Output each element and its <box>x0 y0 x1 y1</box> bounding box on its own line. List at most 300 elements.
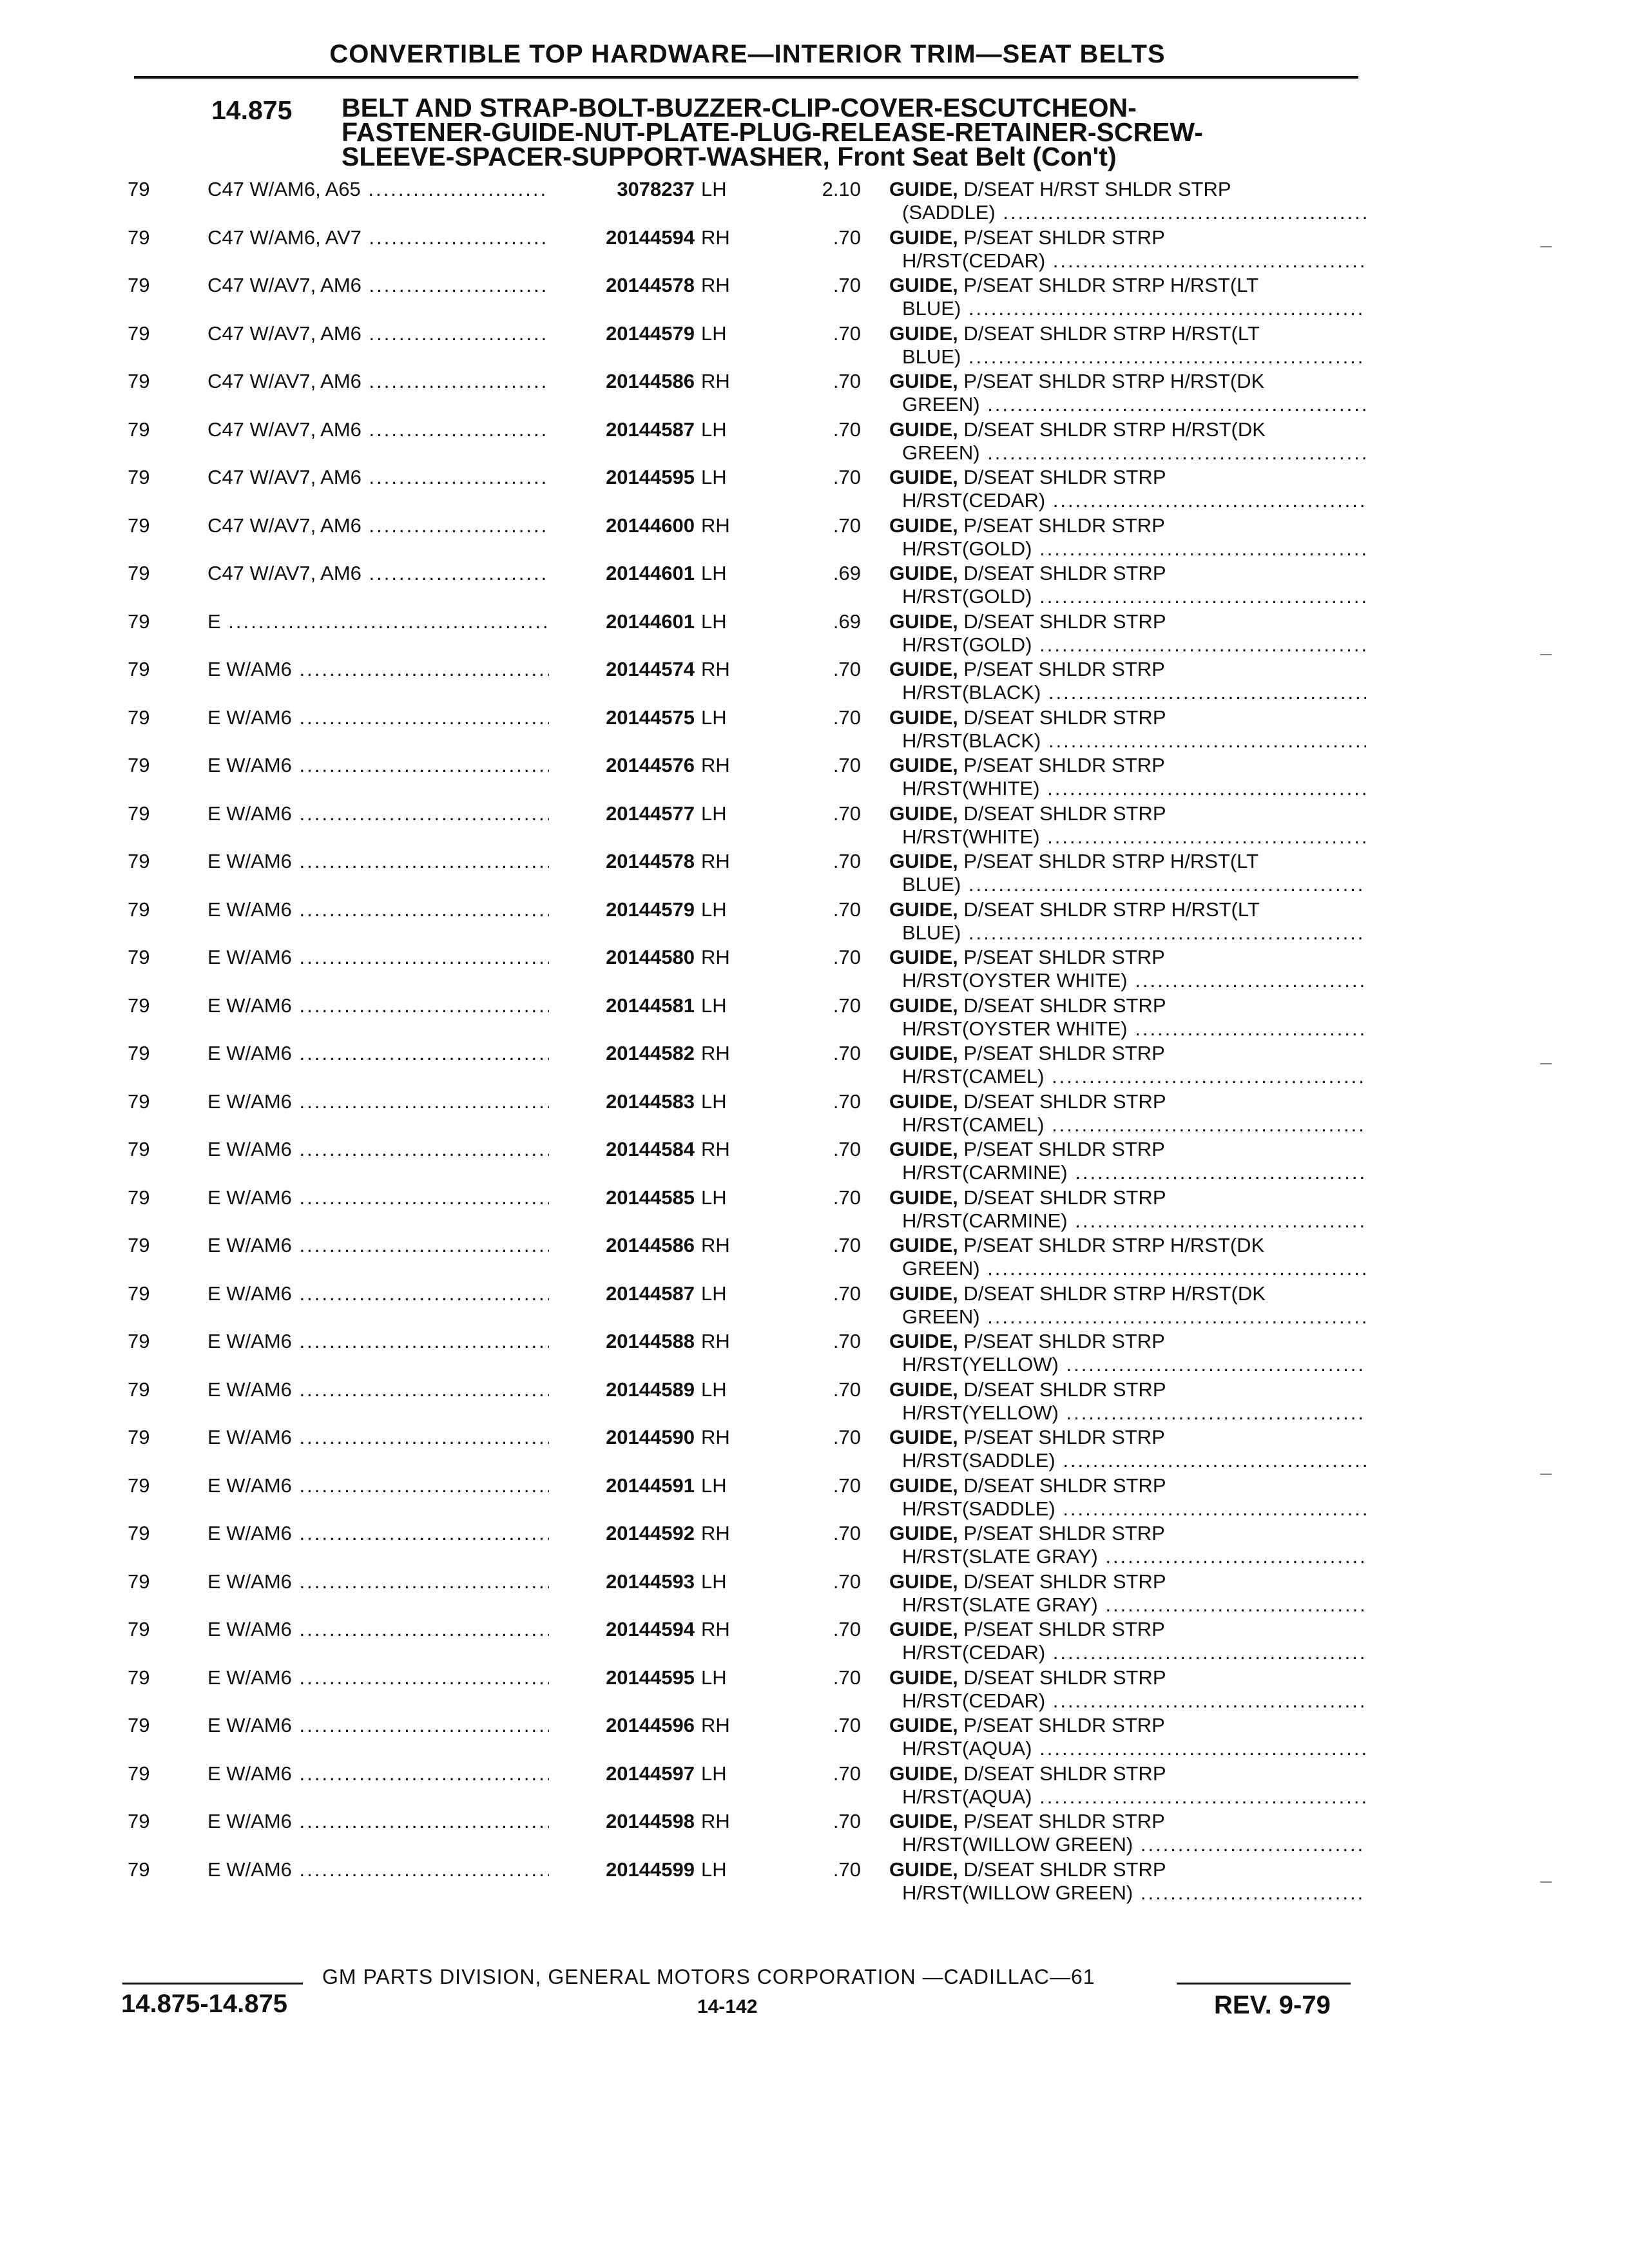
row-side: RH <box>701 754 730 776</box>
row-description-cont <box>889 441 1366 465</box>
table-row <box>0 754 1629 802</box>
row-description-text: P/SEAT SHLDR STRP <box>958 1618 1165 1640</box>
row-description-text2: H/RST(CEDAR) <box>902 1641 1046 1664</box>
margin-mark <box>1540 1474 1552 1475</box>
row-side: RH <box>701 370 730 392</box>
row-price: .70 <box>833 1426 861 1448</box>
row-description-cont <box>889 1545 1366 1568</box>
row-year: 79 <box>128 1282 150 1305</box>
row-description-line <box>889 610 1366 633</box>
row-description <box>889 1810 1366 1856</box>
row-year: 79 <box>128 1666 150 1689</box>
row-model <box>207 514 557 537</box>
row-description-text: D/SEAT SHLDR STRP <box>958 1762 1166 1785</box>
row-model-text: E W/AM6 <box>207 850 292 872</box>
row-price: .70 <box>833 802 861 825</box>
row-description-text: D/SEAT SHLDR STRP <box>958 610 1166 633</box>
row-description <box>889 1474 1366 1521</box>
footer-rule-left <box>122 1983 303 1984</box>
row-model-text: C47 W/AM6, AV7 <box>207 226 361 249</box>
row-part-number: 20144590 <box>549 1426 695 1449</box>
row-year: 79 <box>128 1426 150 1448</box>
row-part-number: 20144601 <box>549 562 695 585</box>
row-description-line <box>889 1762 1366 1785</box>
row-part-number: 20144601 <box>549 610 695 633</box>
row-model <box>207 610 557 633</box>
row-description-text: D/SEAT SHLDR STRP <box>958 1090 1166 1113</box>
row-part-number: 20144577 <box>549 802 695 825</box>
row-model <box>207 994 557 1017</box>
row-model-text: C47 W/AV7, AM6 <box>207 370 361 392</box>
row-description-cont <box>889 1833 1366 1856</box>
row-side: RH <box>701 274 730 296</box>
row-price: .70 <box>833 1330 861 1352</box>
row-price: .70 <box>833 1186 861 1209</box>
row-price: .70 <box>833 466 861 488</box>
row-part-number: 20144594 <box>549 226 695 249</box>
row-model <box>207 1282 557 1305</box>
header-rule <box>134 76 1358 79</box>
row-model <box>207 1378 557 1401</box>
row-side: RH <box>701 946 730 968</box>
row-description-keyword: GUIDE, <box>889 1186 958 1209</box>
row-part-number: 20144581 <box>549 994 695 1017</box>
row-description-cont <box>889 1785 1366 1809</box>
row-price: .70 <box>833 754 861 776</box>
row-price: .70 <box>833 1522 861 1544</box>
row-side: RH <box>701 850 730 872</box>
row-side: LH <box>701 466 727 488</box>
row-description <box>889 1762 1366 1809</box>
row-price: .69 <box>833 610 861 633</box>
row-price: .70 <box>833 1618 861 1640</box>
row-description-text: D/SEAT SHLDR STRP H/RST(LT <box>958 322 1260 345</box>
row-year: 79 <box>128 802 150 825</box>
row-description-text: P/SEAT SHLDR STRP H/RST(DK <box>958 1234 1265 1256</box>
row-description-cont <box>889 1881 1366 1905</box>
row-part-number: 20144582 <box>549 1042 695 1065</box>
row-description-text2: H/RST(CAMEL) <box>902 1113 1045 1136</box>
row-year: 79 <box>128 226 150 249</box>
row-side: RH <box>701 1810 730 1832</box>
row-model-text: C47 W/AV7, AM6 <box>207 466 361 488</box>
row-model <box>207 1042 557 1065</box>
row-description-line <box>889 1042 1366 1065</box>
row-model <box>207 946 557 969</box>
row-description-line <box>889 850 1366 873</box>
row-description-text: D/SEAT SHLDR STRP <box>958 1570 1166 1593</box>
row-description-text2: BLUE) <box>902 297 961 320</box>
row-description-text2: H/RST(AQUA) <box>902 1737 1032 1760</box>
row-description-text: D/SEAT SHLDR STRP H/RST(DK <box>958 1282 1266 1305</box>
row-description-keyword: GUIDE, <box>889 1090 958 1113</box>
row-part-number: 20144580 <box>549 946 695 969</box>
row-model <box>207 1234 557 1257</box>
table-row <box>0 514 1629 562</box>
row-description-text: P/SEAT SHLDR STRP <box>958 1042 1165 1064</box>
row-side: LH <box>701 418 727 441</box>
row-description-line <box>889 946 1366 969</box>
row-description-keyword: GUIDE, <box>889 1234 958 1256</box>
row-description-text: P/SEAT SHLDR STRP <box>958 1522 1165 1544</box>
row-year: 79 <box>128 1042 150 1064</box>
row-description-keyword: GUIDE, <box>889 562 958 584</box>
row-description <box>889 1090 1366 1137</box>
row-description-text2: H/RST(WHITE) <box>902 777 1040 800</box>
row-model-text: E W/AM6 <box>207 1426 292 1448</box>
row-year: 79 <box>128 1090 150 1113</box>
row-description-cont <box>889 345 1366 369</box>
row-model <box>207 1810 557 1833</box>
row-description-text: D/SEAT SHLDR STRP <box>958 1378 1166 1401</box>
table-row <box>0 1474 1629 1523</box>
footer-page-number: 14-142 <box>697 1996 758 2017</box>
row-description-line <box>889 1714 1366 1737</box>
row-model-text: C47 W/AV7, AM6 <box>207 418 361 441</box>
row-description-text: D/SEAT SHLDR STRP <box>958 994 1166 1017</box>
row-side: LH <box>701 1282 727 1305</box>
row-part-number: 20144589 <box>549 1378 695 1401</box>
row-description-line <box>889 658 1366 681</box>
table-row <box>0 226 1629 274</box>
row-description-text2: H/RST(CARMINE) <box>902 1161 1068 1184</box>
row-description-line <box>889 274 1366 297</box>
row-description-text: P/SEAT SHLDR STRP <box>958 1330 1165 1352</box>
section-number: 14.875 <box>211 95 293 125</box>
row-year: 79 <box>128 994 150 1017</box>
row-side: LH <box>701 706 727 729</box>
row-model-text: E W/AM6 <box>207 1330 292 1352</box>
row-description <box>889 1042 1366 1088</box>
row-description <box>889 1282 1366 1329</box>
row-model-text: C47 W/AV7, AM6 <box>207 322 361 345</box>
table-row <box>0 658 1629 706</box>
row-description-keyword: GUIDE, <box>889 1138 958 1160</box>
row-description <box>889 1330 1366 1376</box>
row-part-number: 20144587 <box>549 1282 695 1305</box>
row-description-text2: H/RST(CAMEL) <box>902 1065 1045 1088</box>
row-price: .70 <box>833 370 861 392</box>
row-part-number: 20144578 <box>549 850 695 873</box>
row-part-number: 20144587 <box>549 418 695 441</box>
row-description-line <box>889 322 1366 345</box>
row-part-number: 20144575 <box>549 706 695 729</box>
row-model <box>207 178 557 201</box>
row-model-text: E W/AM6 <box>207 1282 292 1305</box>
row-description-keyword: GUIDE, <box>889 1042 958 1064</box>
row-model-text: E W/AM6 <box>207 1186 292 1209</box>
row-description-cont <box>889 1497 1366 1521</box>
row-description-cont <box>889 1689 1366 1713</box>
table-row <box>0 1138 1629 1186</box>
row-description <box>889 178 1366 224</box>
row-description-keyword: GUIDE, <box>889 514 958 537</box>
row-price: .70 <box>833 514 861 537</box>
row-description-cont <box>889 1737 1366 1760</box>
row-description-line <box>889 562 1366 585</box>
row-price: .70 <box>833 1714 861 1736</box>
row-description-cont <box>889 1449 1366 1472</box>
table-row <box>0 418 1629 466</box>
row-description <box>889 466 1366 512</box>
row-description <box>889 1234 1366 1280</box>
table-row <box>0 178 1629 226</box>
row-description-line <box>889 1426 1366 1449</box>
row-model <box>207 1666 557 1689</box>
row-model <box>207 1762 557 1785</box>
row-model-text: E W/AM6 <box>207 1090 292 1113</box>
row-model-text: E W/AM6 <box>207 1810 292 1832</box>
row-description-line <box>889 754 1366 777</box>
row-description-text2: GREEN) <box>902 441 980 464</box>
row-description-text: P/SEAT SHLDR STRP <box>958 1426 1165 1448</box>
row-description-keyword: GUIDE, <box>889 1618 958 1640</box>
row-model <box>207 370 557 393</box>
row-description-keyword: GUIDE, <box>889 178 958 200</box>
row-side: LH <box>701 1090 727 1113</box>
row-price: .69 <box>833 562 861 584</box>
row-side: LH <box>701 1570 727 1593</box>
row-side: LH <box>701 178 727 200</box>
row-description-text2: H/RST(YELLOW) <box>902 1353 1059 1376</box>
row-side: LH <box>701 1858 727 1881</box>
row-description-line <box>889 802 1366 825</box>
row-description-line <box>889 1522 1366 1545</box>
row-description-keyword: GUIDE, <box>889 370 958 392</box>
row-description-cont <box>889 1353 1366 1376</box>
row-description-line <box>889 178 1366 201</box>
row-part-number: 20144596 <box>549 1714 695 1737</box>
row-description-text: P/SEAT SHLDR STRP <box>958 754 1165 776</box>
row-part-number: 20144597 <box>549 1762 695 1785</box>
row-description-text2: H/RST(GOLD) <box>902 585 1032 608</box>
table-row <box>0 466 1629 514</box>
row-side: RH <box>701 1714 730 1736</box>
row-description <box>889 226 1366 273</box>
row-description-keyword: GUIDE, <box>889 610 958 633</box>
row-description-cont <box>889 729 1366 753</box>
row-model-text: E W/AM6 <box>207 706 292 729</box>
row-model-text: E W/AM6 <box>207 754 292 776</box>
row-description <box>889 850 1366 896</box>
row-description <box>889 322 1366 369</box>
row-part-number: 20144594 <box>549 1618 695 1641</box>
row-part-number: 20144578 <box>549 274 695 297</box>
table-row <box>0 562 1629 610</box>
row-model <box>207 1858 557 1881</box>
row-description-text2: H/RST(BLACK) <box>902 729 1041 752</box>
row-description-cont <box>889 969 1366 992</box>
row-description-text2: BLUE) <box>902 873 961 896</box>
row-side: LH <box>701 1378 727 1401</box>
row-part-number: 20144574 <box>549 658 695 681</box>
section-title <box>342 95 1347 169</box>
margin-mark <box>1540 246 1552 247</box>
row-description-keyword: GUIDE, <box>889 994 958 1017</box>
row-description-text: D/SEAT SHLDR STRP <box>958 1186 1166 1209</box>
row-description-keyword: GUIDE, <box>889 1570 958 1593</box>
row-description-text2: BLUE) <box>902 921 961 944</box>
row-model-text: E W/AM6 <box>207 1474 292 1497</box>
row-description-text2: H/RST(AQUA) <box>902 1785 1032 1808</box>
row-description <box>889 1858 1366 1905</box>
row-description-line <box>889 1666 1366 1689</box>
table-row <box>0 1810 1629 1858</box>
row-part-number: 20144583 <box>549 1090 695 1113</box>
row-description-line <box>889 1234 1366 1257</box>
row-part-number: 20144586 <box>549 370 695 393</box>
row-description <box>889 514 1366 561</box>
row-model <box>207 1426 557 1449</box>
row-part-number: 20144588 <box>549 1330 695 1353</box>
row-description-text: P/SEAT SHLDR STRP <box>958 946 1165 968</box>
row-description-keyword: GUIDE, <box>889 1762 958 1785</box>
table-row <box>0 1330 1629 1378</box>
row-model <box>207 1714 557 1737</box>
row-description-text2: H/RST(WHITE) <box>902 825 1040 848</box>
row-price: .70 <box>833 1666 861 1689</box>
row-side: LH <box>701 1762 727 1785</box>
row-description-cont <box>889 585 1366 608</box>
row-side: RH <box>701 1330 730 1352</box>
row-description-text2: GREEN) <box>902 1257 980 1280</box>
row-description-text2: (SADDLE) <box>902 201 996 224</box>
section-title-line: SLEEVE-SPACER-SUPPORT-WASHER, Front Seat Belt (Con't) <box>342 142 1117 171</box>
row-part-number: 20144598 <box>549 1810 695 1833</box>
footer-section-range: 14.875-14.875 <box>121 1990 288 2018</box>
row-part-number: 20144593 <box>549 1570 695 1593</box>
row-price: .70 <box>833 946 861 968</box>
row-model <box>207 1138 557 1161</box>
row-year: 79 <box>128 1378 150 1401</box>
row-description-text: D/SEAT SHLDR STRP H/RST(DK <box>958 418 1266 441</box>
row-year: 79 <box>128 562 150 584</box>
row-description-line <box>889 466 1366 489</box>
row-description-text: D/SEAT SHLDR STRP <box>958 802 1166 825</box>
table-row <box>0 1714 1629 1762</box>
row-side: LH <box>701 610 727 633</box>
row-model <box>207 274 557 297</box>
row-description <box>889 1378 1366 1425</box>
row-year: 79 <box>128 1762 150 1785</box>
row-description <box>889 418 1366 465</box>
row-description-keyword: GUIDE, <box>889 1522 958 1544</box>
row-model-text: E <box>207 610 221 633</box>
row-description-text: D/SEAT SHLDR STRP <box>958 562 1166 584</box>
row-description-keyword: GUIDE, <box>889 1426 958 1448</box>
row-model <box>207 850 557 873</box>
row-description-cont <box>889 681 1366 704</box>
table-row <box>0 1666 1629 1715</box>
row-description-text2: H/RST(WILLOW GREEN) <box>902 1833 1133 1856</box>
row-model <box>207 418 557 441</box>
row-part-number: 20144595 <box>549 466 695 489</box>
row-side: RH <box>701 1234 730 1256</box>
row-model-text: E W/AM6 <box>207 658 292 680</box>
row-model-text: E W/AM6 <box>207 1666 292 1689</box>
row-description-keyword: GUIDE, <box>889 1282 958 1305</box>
row-year: 79 <box>128 370 150 392</box>
row-description-keyword: GUIDE, <box>889 1714 958 1736</box>
row-year: 79 <box>128 322 150 345</box>
row-year: 79 <box>128 1474 150 1497</box>
row-description-text2: H/RST(CARMINE) <box>902 1209 1068 1232</box>
row-description-text2: BLUE) <box>902 345 961 368</box>
table-row <box>0 610 1629 658</box>
row-description-line <box>889 418 1366 441</box>
table-row <box>0 706 1629 754</box>
row-price: .70 <box>833 994 861 1017</box>
row-description-keyword: GUIDE, <box>889 1378 958 1401</box>
row-model <box>207 802 557 825</box>
row-year: 79 <box>128 1618 150 1640</box>
row-description-cont <box>889 297 1366 320</box>
row-price: .70 <box>833 322 861 345</box>
row-model <box>207 562 557 585</box>
row-description <box>889 1522 1366 1568</box>
margin-mark <box>1540 1063 1552 1064</box>
row-model <box>207 1090 557 1113</box>
row-year: 79 <box>128 1234 150 1256</box>
row-side: LH <box>701 898 727 921</box>
row-model <box>207 1474 557 1497</box>
row-description-text2: GREEN) <box>902 1305 980 1328</box>
row-model <box>207 322 557 345</box>
row-description-line <box>889 706 1366 729</box>
row-year: 79 <box>128 898 150 921</box>
row-part-number: 20144579 <box>549 898 695 921</box>
row-description <box>889 754 1366 800</box>
row-description <box>889 370 1366 416</box>
row-description <box>889 1138 1366 1184</box>
row-description-text2: GREEN) <box>902 393 980 416</box>
row-year: 79 <box>128 274 150 296</box>
footer-publisher: GM PARTS DIVISION, GENERAL MOTORS CORPORATION —CADILLAC—61 <box>322 1965 1095 1988</box>
row-part-number: 20144584 <box>549 1138 695 1161</box>
row-description-cont <box>889 1209 1366 1233</box>
row-side: RH <box>701 1426 730 1448</box>
row-price: .70 <box>833 1234 861 1256</box>
row-description-text: D/SEAT SHLDR STRP <box>958 706 1166 729</box>
row-description-text: P/SEAT SHLDR STRP <box>958 226 1165 249</box>
row-description-text: P/SEAT SHLDR STRP H/RST(LT <box>958 274 1259 296</box>
row-description-text: P/SEAT SHLDR STRP <box>958 1138 1165 1160</box>
row-model <box>207 1570 557 1593</box>
row-description <box>889 1570 1366 1617</box>
row-description-keyword: GUIDE, <box>889 418 958 441</box>
row-model-text: E W/AM6 <box>207 1762 292 1785</box>
row-description-text2: H/RST(OYSTER WHITE) <box>902 1017 1128 1040</box>
row-description-keyword: GUIDE, <box>889 658 958 680</box>
row-description-text2: H/RST(WILLOW GREEN) <box>902 1881 1133 1904</box>
row-description-keyword: GUIDE, <box>889 850 958 872</box>
row-year: 79 <box>128 1138 150 1160</box>
row-year: 79 <box>128 1522 150 1544</box>
row-description-line <box>889 994 1366 1017</box>
row-description <box>889 898 1366 945</box>
row-part-number: 20144586 <box>549 1234 695 1257</box>
row-side: LH <box>701 802 727 825</box>
row-price: .70 <box>833 1090 861 1113</box>
row-description-keyword: GUIDE, <box>889 322 958 345</box>
row-price: .70 <box>833 850 861 872</box>
row-side: LH <box>701 1186 727 1209</box>
row-model <box>207 754 557 777</box>
row-price: .70 <box>833 1810 861 1832</box>
row-description <box>889 994 1366 1041</box>
row-price: .70 <box>833 1282 861 1305</box>
row-side: RH <box>701 1138 730 1160</box>
